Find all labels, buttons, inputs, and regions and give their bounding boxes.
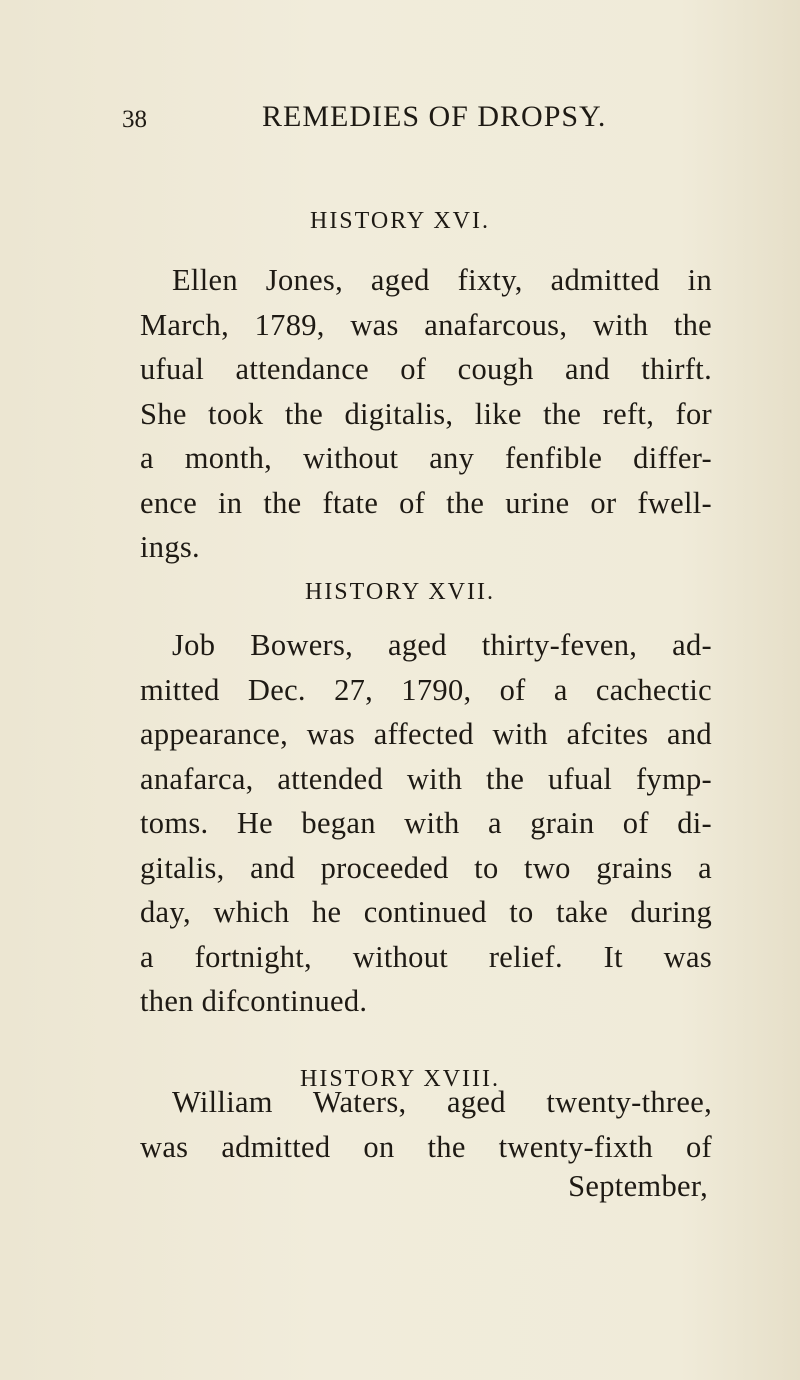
text-line: mitted Dec. 27, 1790, of a cachectic [140, 672, 712, 707]
text-line: Ellen Jones, aged fixty, admitted in [172, 263, 712, 297]
text-line: ings. [140, 530, 200, 564]
text-line: appearance, was affected with afcites and [140, 717, 712, 751]
text-line: ufual attendance of cough and thirft. [140, 352, 712, 386]
section-heading-xvi: HISTORY XVI. [309, 208, 490, 234]
text-line: was admitted on the twenty-fixth of [140, 1129, 712, 1164]
text-line: William Waters, aged twenty-three, [172, 1085, 712, 1119]
section-heading-xvii: HISTORY XVII. [304, 579, 495, 605]
text-line: anafarca, attended with the ufual fymp- [140, 761, 712, 796]
text-line: ence in the ftate of the urine or fwell- [140, 485, 712, 520]
section-heading-xviii: HISTORY XVIII. [300, 1066, 500, 1092]
running-title: REMEDIES OF DROPSY. [262, 100, 607, 133]
text-line: March, 1789, was anafarcous, with the [140, 307, 712, 342]
text-line: then difcontinued. [140, 984, 368, 1018]
text-line: a month, without any fenfible differ- [140, 441, 712, 475]
paragraph-history-xvi [140, 258, 712, 570]
running-head [122, 100, 708, 136]
text-line: She took the digitalis, like the reft, for [140, 396, 712, 431]
page-number: 38 [122, 106, 147, 133]
text-line: a fortnight, without relief. It was [140, 939, 712, 974]
catchword: September, [568, 1169, 708, 1203]
paragraph-history-xvii [140, 623, 712, 1024]
text-line: gitalis, and proceeded to two grains a [140, 850, 712, 885]
paragraph-history-xviii [140, 1080, 712, 1169]
text-line: toms. He began with a grain of di- [140, 806, 712, 840]
text-line: Job Bowers, aged thirty-feven, ad- [172, 628, 712, 662]
text-line: day, which he continued to take during [140, 895, 712, 929]
